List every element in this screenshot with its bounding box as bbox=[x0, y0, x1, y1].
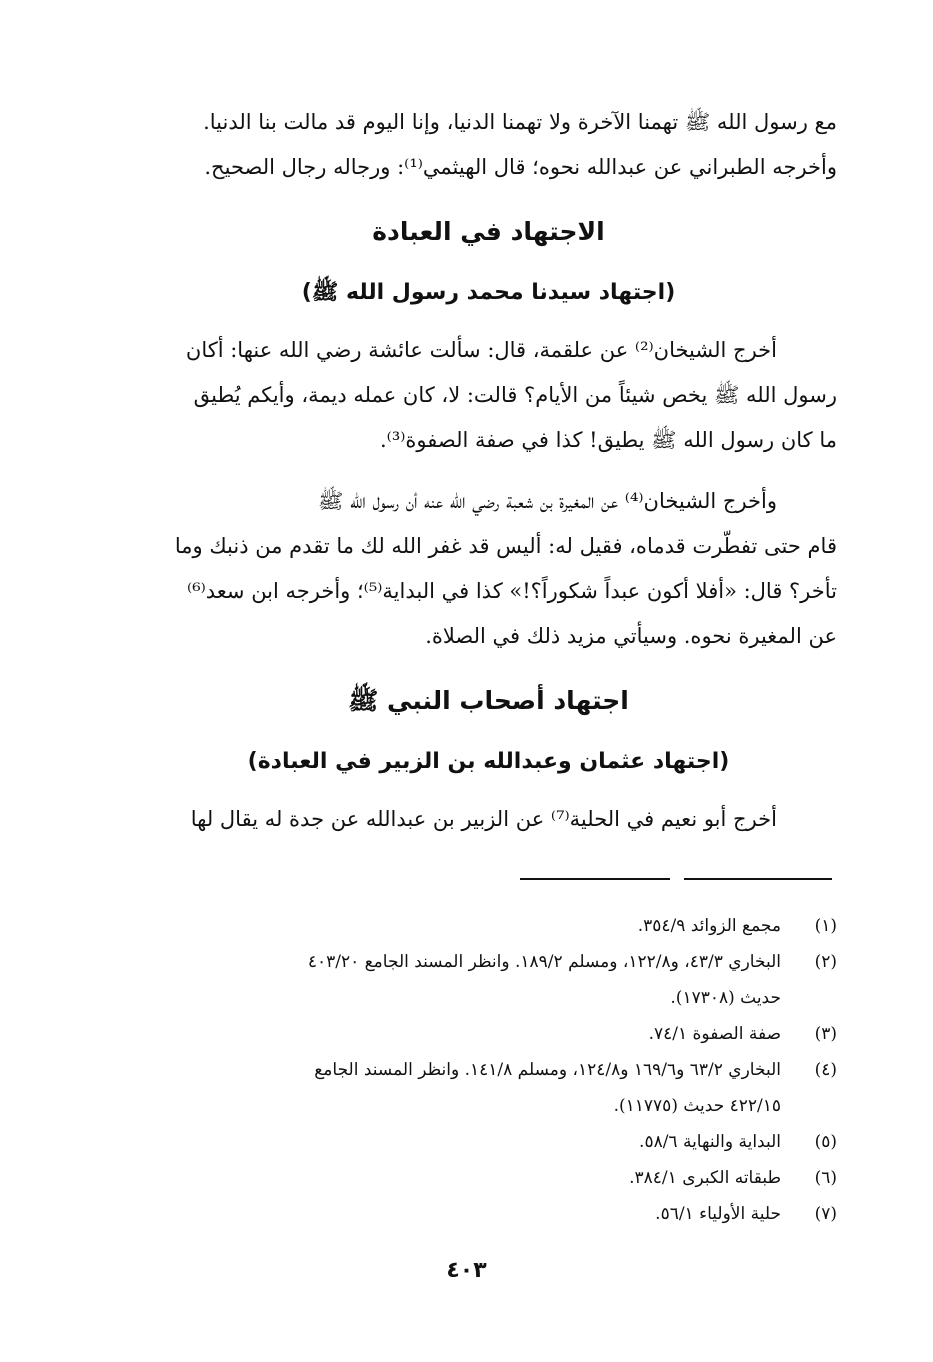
paragraph-alqama bbox=[140, 328, 837, 463]
footnote-5 bbox=[140, 1124, 837, 1160]
footnote-text bbox=[140, 1124, 781, 1160]
footnote-text bbox=[140, 1016, 781, 1052]
footnote-line: البداية والنهاية ٥٨/٦. bbox=[639, 1132, 781, 1152]
footnotes bbox=[140, 908, 837, 1232]
top-paragraph bbox=[140, 100, 837, 190]
footnote-3 bbox=[140, 1016, 837, 1052]
footnote-text bbox=[140, 908, 781, 944]
text-line: أخرج أبو نعيم في الحلية⁽⁷⁾ عن الزبير بن عبدالله عن جدة له يقال لها bbox=[190, 807, 777, 831]
subheading-prophet: (اجتهاد سيدنا محمد رسول الله ﷺ) bbox=[301, 280, 676, 305]
page-body bbox=[140, 100, 837, 842]
footnote-number: (٦) bbox=[814, 1168, 837, 1188]
footnote-text bbox=[140, 1052, 781, 1124]
footnote-line: حلية الأولياء ٥٦/١. bbox=[655, 1204, 781, 1224]
text-line: عن المغيرة نحوه. وسيأتي مزيد ذلك في الصلاة. bbox=[425, 624, 837, 648]
footnote-text bbox=[140, 1160, 781, 1196]
text-line: وأخرجه الطبراني عن عبدالله نحوه؛ قال الهيثمي⁽¹⁾: ورجاله رجال الصحيح. bbox=[204, 155, 837, 179]
text-line: رسول الله ﷺ يخص شيئاً من الأيام؟ قالت: لا، كان عمله ديمة، وأيكم يُطيق bbox=[193, 383, 837, 407]
footnote-line: طبقاته الكبرى ٣٨٤/١. bbox=[629, 1168, 781, 1188]
section-heading-companions: اجتهاد أصحاب النبي ﷺ bbox=[348, 686, 629, 715]
footnote-text bbox=[140, 1196, 781, 1232]
text-line: وأخرج الشيخان⁽⁴⁾ عن المغيرة بن شعبة رضي الله عنه أن رسول الله ﷺ bbox=[318, 489, 777, 513]
footnote-2 bbox=[140, 944, 837, 1016]
subheading-uthman-zubair: (اجتهاد عثمان وعبدالله بن الزبير في العبادة) bbox=[247, 749, 730, 774]
footnote-number: (١) bbox=[814, 916, 837, 936]
footnote-line: البخاري ٦٣/٢ و١٦٩/٦ و١٢٤/٨، ومسلم ١٤١/٨. وانظر المسند الجامع bbox=[314, 1060, 781, 1080]
footnote-number: (٧) bbox=[814, 1204, 837, 1224]
footnote-number: (٣) bbox=[814, 1024, 837, 1044]
footnote-separator bbox=[520, 878, 832, 880]
text-line: أخرج الشيخان⁽²⁾ عن علقمة، قال: سألت عائشة رضي الله عنها: أكان bbox=[185, 338, 777, 362]
section-heading-worship: الاجتهاد في العبادة bbox=[372, 217, 605, 246]
text-line: تأخر؟ قال: «أفلا أكون عبداً شكوراً؟!» كذا في البداية⁽⁵⁾؛ وأخرجه ابن سعد⁽⁶⁾ bbox=[187, 579, 837, 603]
footnote-text bbox=[140, 944, 781, 1016]
footnote-number: (٢) bbox=[814, 952, 837, 972]
footnote-7 bbox=[140, 1196, 837, 1232]
footnote-line: حديث (١٧٣٠٨). bbox=[670, 988, 781, 1008]
text-line: ما كان رسول الله ﷺ يطيق! كذا في صفة الصفوة⁽³⁾. bbox=[379, 428, 837, 452]
footnote-4 bbox=[140, 1052, 837, 1124]
footnote-number: (٤) bbox=[814, 1060, 837, 1080]
text-line: قام حتى تفطّرت قدماه، فقيل له: أليس قد غفر الله لك ما تقدم من ذنبك وما bbox=[174, 534, 837, 558]
text-line: مع رسول الله ﷺ تهمنا الآخرة ولا تهمنا الدنيا، وإنا اليوم قد مالت بنا الدنيا. bbox=[203, 110, 837, 134]
footnote-number: (٥) bbox=[814, 1132, 837, 1152]
footnote-line: صفة الصفوة ٧٤/١. bbox=[648, 1024, 781, 1044]
paragraph-mughira bbox=[140, 479, 837, 659]
footnote-1 bbox=[140, 908, 837, 944]
footnote-line: البخاري ٤٣/٣، و١٢٢/٨، ومسلم ١٨٩/٢. وانظر المسند الجامع ٤٠٣/٢٠ bbox=[307, 952, 781, 972]
footnote-6 bbox=[140, 1160, 837, 1196]
separator-line bbox=[684, 878, 832, 880]
footnote-line: ٤٢٢/١٥ حديث (١١٧٧٥). bbox=[613, 1096, 781, 1116]
footnote-line: مجمع الزوائد ٣٥٤/٩. bbox=[637, 916, 781, 936]
paragraph-abu-nuaim bbox=[140, 797, 837, 842]
page-number: ٤٠٣ bbox=[446, 1258, 487, 1283]
separator-line bbox=[520, 878, 670, 880]
